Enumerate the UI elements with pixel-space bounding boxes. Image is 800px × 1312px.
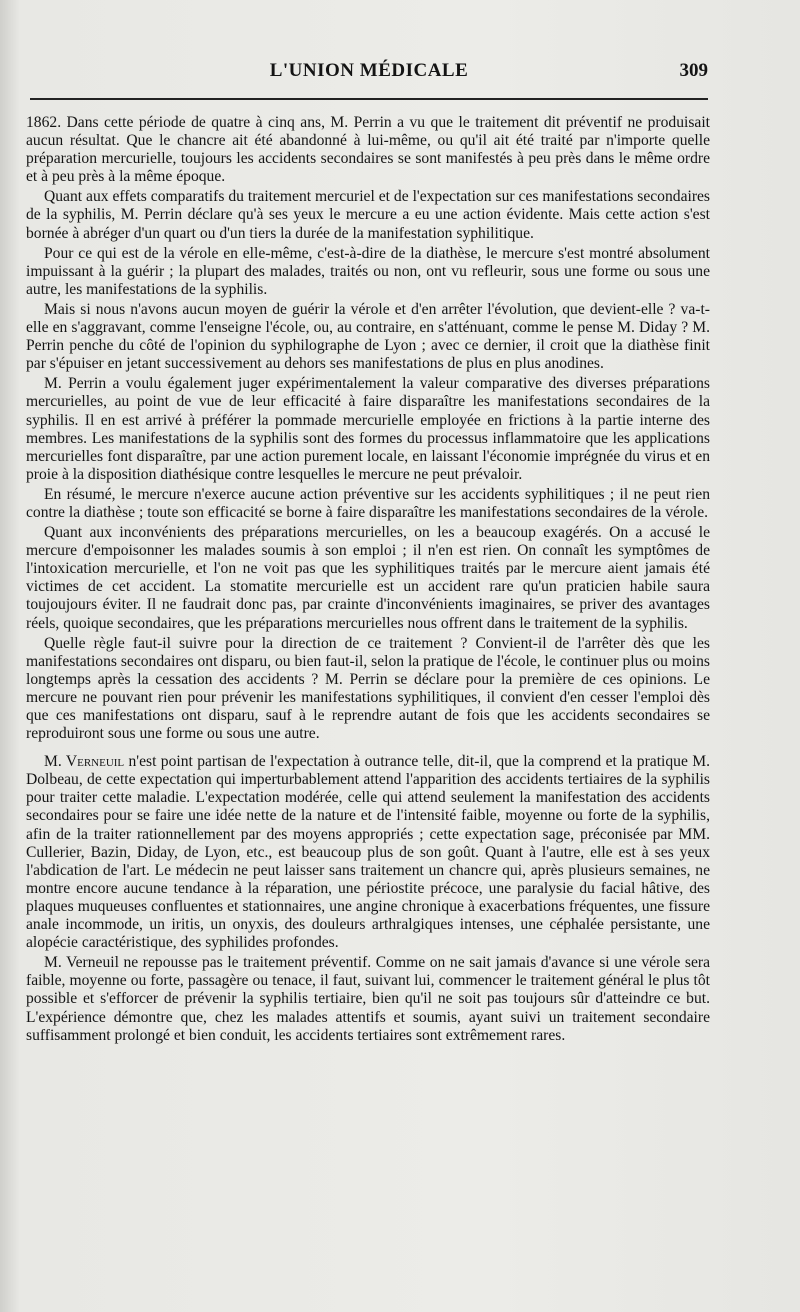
article-body [26, 114, 710, 1047]
paragraph-text: n'est point partisan de l'expectation à outrance telle, dit-il, que la comprend et la pratique M. Dolbeau, de cette expectation qui imperturbablement attend l'apparition des accidents tertiaires de la syphilis pour traiter cette maladie. L'expectation modérée, celle qui attend seulement la manifestation des accidents secondaires pour se faire une idée nette de la nature et de l'intensité faible, moyenne ou forte de la syphilis, afin de la traiter rationnellement par des moyens appropriés ; cette expectation sage, préconisée par MM. Cullerier, Bazin, Diday, de Lyon, etc., est beaucoup plus de son goût. Quant à l'autre, elle est à ses yeux l'abdication de l'art. Le médecin ne peut laisser sans traitement un chancre qui, après plusieurs semaines, ne montre encore aucune tendance à la réparation, une périostite précoce, une paralysie du facial hâtive, des plaques muqueuses confluentes et stationnaires, une angine chronique à exacerbations fréquentes, une fissure anale incommode, un iritis, un onyxis, des douleurs arthralgiques intenses, une céphalée persistante, une alopécie caractéristique, des syphilides profondes. [26, 753, 711, 952]
paragraph: Pour ce qui est de la vérole en elle-même, c'est-à-dire de la diathèse, le mercure s'est montré absolument impuissant à la guérir ; la plupart des malades, traités ou non, ont vu refleurir, sous une forme ou sous une autre, les manifestations de la syphilis. [26, 244, 710, 298]
paragraph: M. Perrin a voulu également juger expérimentalement la valeur comparative des diverses préparations mercurielles, au point de vue de leur efficacité à faire disparaître les manifestations secondaires de la syphilis. Il en est arrivé à préférer la pommade mercurielle employée en frictions à la partie interne des membres. Les manifestations de la syphilis sont des formes du processus inflammatoire que les applications mercurielles font disparaître, par une action purement locale, en laissant l'économie imprégnée du virus et en proie à la disposition diathésique contre lesquelles le mercure ne peut prévaloir. [26, 375, 710, 483]
running-title: L'UNION MÉDICALE [269, 60, 469, 81]
page-number: 309 [679, 60, 708, 81]
paragraph: Quant aux effets comparatifs du traitement mercuriel et de l'expectation sur ces manifestations secondaires de la syphilis, M. Perrin déclare qu'à ses yeux le mercure a eu une action évidente. Mais cette action s'est bornée à abréger d'un quart ou d'un tiers la durée de la manifestation syphilitique. [26, 188, 710, 242]
paragraph: Mais si nous n'avons aucun moyen de guérir la vérole et d'en arrêter l'évolution, que devient-elle ? va-t-elle en s'aggravant, comme l'enseigne l'école, ou, au contraire, en s'atténuant, comme le pense M. Diday ? M. Perrin penche du côté de l'opinion du syphilographe de Lyon ; avec ce dernier, il croit que la diathèse finit par s'épuiser en jetant successivement au dehors ses manifestations de plus en plus anodines. [26, 300, 710, 373]
paragraph: En résumé, le mercure n'exerce aucune action préventive sur les accidents syphilitiques ; il ne peut rien contre la diathèse ; toute son efficacité se borne à faire disparaître les manifestations secondaires de la vérole. [26, 485, 710, 521]
paragraph: 1862. Dans cette période de quatre à cinq ans, M. Perrin a vu que le traitement dit préventif ne produisait aucun résultat. Que le chancre ait été abandonné à lui-même, ou qu'il ait été traité par n'importe quelle préparation mercurielle, toujours les accidents secondaires se sont manifestés à peu près dans le même ordre et à peu près à la même époque. [26, 114, 710, 186]
speaker-name: M. Verneuil [44, 753, 125, 771]
paragraph: Quelle règle faut-il suivre pour la direction de ce traitement ? Convient-il de l'arrêter dès que les manifestations secondaires ont disparu, ou bien faut-il, selon la pratique de l'école, le continuer plus ou moins longtemps après la cessation des accidents ? M. Perrin se déclare pour la première de ces opinions. Le mercure ne pouvant rien pour prévenir les manifestations syphilitiques, il convient d'en cesser l'emploi dès que ces manifestations ont disparu, sauf à le reprendre autant de fois que les accidents secondaires se reproduiront sous une forme ou sous une autre. [26, 634, 710, 743]
page-header [30, 60, 708, 90]
header-rule [30, 98, 708, 100]
paragraph [26, 753, 710, 952]
paragraph: Quant aux inconvénients des préparations mercurielles, on les a beaucoup exagérés. On a accusé le mercure d'empoisonner les malades soumis à son emploi ; il n'en est rien. On connaît les symptômes de l'intoxication mercurielle, et l'on ne voit pas que les syphilitiques traités par le mercure aient jamais été victimes de cet accident. La stomatite mercurielle est un accident rare qu'un praticien habile saura toujoujours éviter. Il ne faudrait donc pas, par crainte d'inconvénients imaginaires, se priver des avantages réels, quoique secondaires, que les préparations mercurielles nous offrent dans le traitement de la syphilis. [26, 524, 710, 632]
paragraph: M. Verneuil ne repousse pas le traitement préventif. Comme on ne sait jamais d'avance si une vérole sera faible, moyenne ou forte, passagère ou tenace, il faut, suivant lui, commencer le traitement général le plus tôt possible et s'efforcer de prévenir la syphilis tertiaire, bien qu'il ne soit pas toujours sûr d'atteindre ce but. L'expérience démontre que, chez les malades attentifs et soumis, ayant suivi un traitement secondaire suffisamment prolongé et bien conduit, les accidents tertiaires sont extrêmement rares. [26, 954, 710, 1044]
